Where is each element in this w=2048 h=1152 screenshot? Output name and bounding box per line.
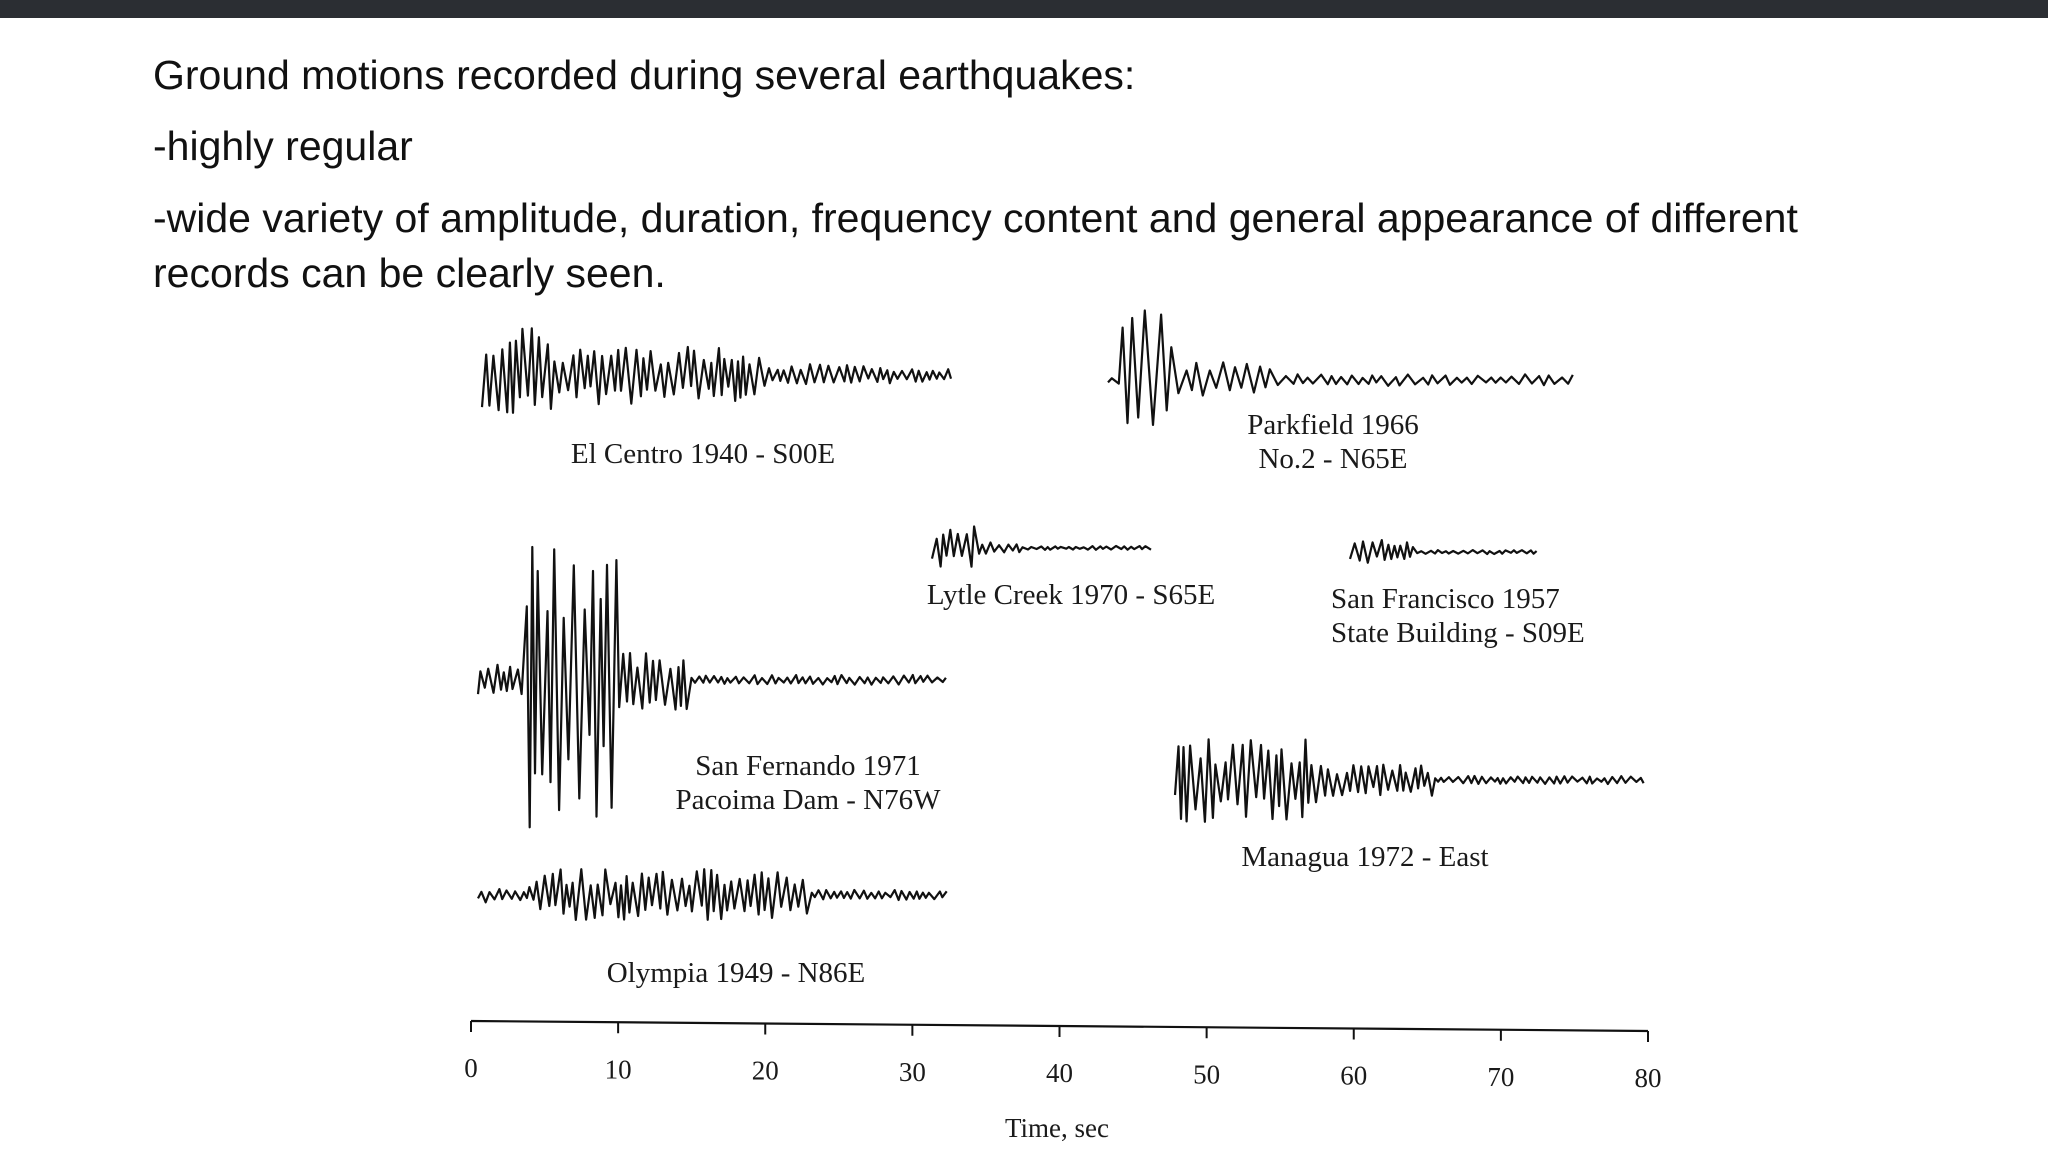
axis-tick-label: 50 [1193, 1059, 1221, 1090]
trace-managua [1175, 739, 1644, 822]
label-san-francisco-line1: San Francisco 1957 [1331, 583, 1560, 615]
axis-tick-label: 40 [1046, 1058, 1073, 1088]
axis-tick-label: 60 [1340, 1060, 1368, 1091]
time-axis [464, 1021, 1661, 1143]
label-el-centro: El Centro 1940 - S00E [570, 438, 836, 470]
time-axis-ticks [464, 1021, 1661, 1093]
axis-tick-label: 0 [464, 1053, 478, 1083]
label-parkfield-line2: No.2 - N65E [1258, 443, 1408, 475]
axis-tick-label: 20 [751, 1055, 779, 1086]
label-san-fernando-line1: San Fernando 1971 [695, 750, 921, 782]
trace-olympia [478, 869, 947, 920]
trace-lytle-creek [932, 527, 1151, 567]
label-san-fernando-line2: Pacoima Dam - N76W [675, 784, 941, 816]
axis-tick-label: 30 [898, 1056, 926, 1087]
axis-tick-label: 10 [604, 1054, 632, 1085]
label-lytle-creek: Lytle Creek 1970 - S65E [926, 579, 1216, 611]
bullet-highly-regular: -highly regular [153, 123, 413, 169]
label-san-francisco-line2: State Building - S09E [1331, 617, 1585, 649]
trace-san-francisco [1350, 540, 1537, 563]
trace-parkfield [1108, 311, 1573, 425]
trace-el-centro [482, 328, 951, 412]
time-axis-label: Time, sec [1004, 1113, 1110, 1143]
bullet-wide-variety: -wide variety of amplitude, duration, frequency content and general appearance of different records can be clearly seen. [153, 195, 1798, 296]
label-parkfield-line1: Parkfield 1966 [1247, 409, 1419, 441]
axis-tick-label: 70 [1487, 1061, 1515, 1092]
seismogram-traces [478, 311, 1644, 920]
axis-tick-label: 80 [1634, 1063, 1662, 1093]
label-olympia: Olympia 1949 - N86E [606, 957, 866, 989]
label-managua: Managua 1972 - East [1241, 841, 1489, 873]
slide-heading: Ground motions recorded during several earthquakes: [153, 52, 1136, 98]
